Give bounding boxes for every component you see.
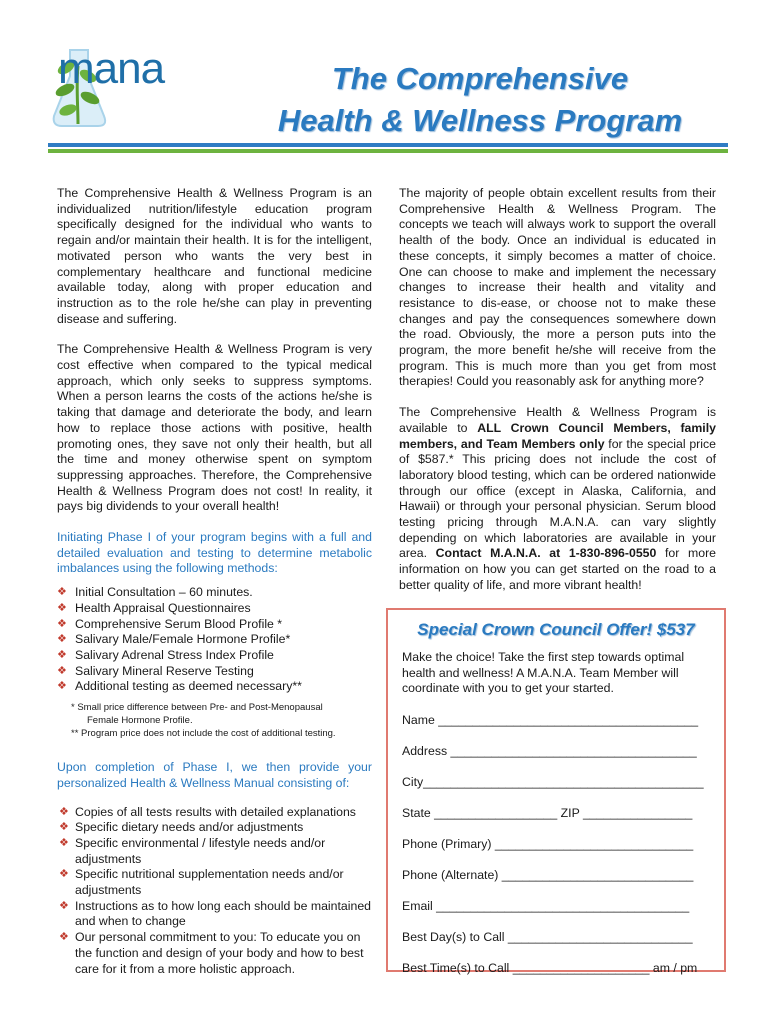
page-title (240, 58, 720, 142)
diamond-bullet-icon: ❖ (57, 617, 67, 630)
list-item: ❖ Salivary Mineral Reserve Testing (57, 663, 254, 678)
footnotes (57, 701, 372, 740)
phone-alternate-field[interactable]: Phone (Alternate) ____________________________ (402, 868, 694, 883)
results-paragraph: The majority of people obtain excellent results from their Comprehensive Health & Wellness Program. The concepts we teach will always work to support the overall health of the body. Once an individual is educated in these concepts, it simply becomes a matter of choice. One can choose to make and implement the necessary changes to increase their health and vitality and resistance to dis-ease, or choose not to make these changes and pay the consequences somewhere down the road. Obviously, the more a person puts into the program, the more benefit he/she will receive from the program. This is much more than you get from most therapies! Could you reasonably ask for anything more? (399, 186, 716, 389)
phase1-intro: Initiating Phase I of your program begins with a full and detailed evaluation and testing to determine metabolic imbalances using the following methods: (57, 530, 372, 576)
title-line-1: The Comprehensive (331, 61, 629, 96)
diamond-bullet-icon: ❖ (59, 805, 69, 818)
diamond-bullet-icon: ❖ (59, 836, 69, 849)
email-field[interactable]: Email _____________________________________ (402, 899, 690, 914)
diamond-bullet-icon: ❖ (57, 648, 67, 661)
right-column (399, 186, 716, 609)
footnote-2: ** Program price does not include the cost of additional testing. (71, 728, 336, 740)
list-item: ❖ Additional testing as deemed necessary** (57, 679, 302, 694)
cost-paragraph: The Comprehensive Health & Wellness Program is very cost effective when compared to the typical medical approach, which only seeks to suppress symptoms. When a person learns the costs of the actions he/she is taking that damage and deteriorate the body, and learn how to replace those actions with positive, health promoting ones, they save not only their health, but all the time and money otherwise spent on symptom suppressing approaches. Therefore, the Comprehensive Health & Wellness Program does not cost! In reality, it pays big dividends to your overall health! (57, 342, 372, 514)
diamond-bullet-icon: ❖ (59, 931, 69, 944)
phase2-intro: Upon completion of Phase I, we then provide your personalized Health & Wellness Manual consisting of: (57, 760, 372, 790)
list-item: ❖ Health Appraisal Questionnaires (57, 600, 251, 615)
special-offer-form (386, 608, 726, 976)
list-item: ❖ Copies of all tests results with detailed explanations (59, 804, 356, 819)
logo-text: mana (58, 44, 165, 93)
diamond-bullet-icon: ❖ (59, 821, 69, 834)
list-item: ❖ Initial Consultation – 60 minutes. (57, 585, 253, 600)
list-item: ❖ Comprehensive Serum Blood Profile * (57, 616, 283, 631)
footnote-1: * Small price difference between Pre- and Post-Menopausal (71, 702, 323, 714)
list-item: ❖ Specific dietary needs and/or adjustments (59, 820, 304, 835)
diamond-bullet-icon: ❖ (57, 664, 67, 677)
list-item: ❖ Salivary Adrenal Stress Index Profile (57, 647, 274, 662)
left-column (57, 186, 372, 983)
phone-primary-field[interactable]: Phone (Primary) _____________________________ (402, 837, 694, 852)
list-item: ❖ Specific environmental / lifestyle needs and/or adjustments (59, 835, 326, 866)
phase1-list (57, 585, 372, 695)
offer-intro: Make the choice! Take the first step towards optimal health and wellness! A M.A.N.A. Team Member will coordinate with you to get your started. (402, 650, 685, 696)
address-field[interactable]: Address ____________________________________ (402, 744, 697, 759)
list-item: ❖ Our personal commitment to you: To educate you on the function and design of your body and how to best care for it from a more holistic approach. (59, 930, 364, 976)
diamond-bullet-icon: ❖ (57, 633, 67, 646)
availability-paragraph: The Comprehensive Health & Wellness Program is available to ALL Crown Council Members, family members, and Team Members only for the special price of $587.* This pricing does not include the cost of laboratory blood testing, which can be ordered nationwide through our office (except in Alaska, California, and Hawaii) or through your personal physician. Serum blood testing pricing through M.A.N.A. can vary slightly depending on which laboratories are available in your area. Contact M.A.N.A. at 1-830-896-0550 for more information on how you can get started on the road to a better quality of life, and more vibrant health! (399, 405, 716, 592)
diamond-bullet-icon: ❖ (57, 680, 67, 693)
diamond-bullet-icon: ❖ (57, 601, 67, 614)
list-item: ❖ Specific nutritional supplementation needs and/or adjustments (59, 867, 344, 898)
diamond-bullet-icon: ❖ (59, 899, 69, 912)
city-field[interactable]: City_________________________________________ (402, 775, 704, 790)
list-item: ❖ Instructions as to how long each should be maintained and when to change (59, 898, 371, 929)
offer-title: Special Crown Council Offer! $537 (417, 620, 695, 639)
footnote-1b: Female Hormone Profile. (87, 715, 193, 727)
state-zip-field[interactable]: State __________________ ZIP ________________ (402, 806, 693, 821)
name-field[interactable]: Name ______________________________________ (402, 713, 699, 728)
phase2-list (57, 805, 372, 978)
title-line-2: Health & Wellness Program (277, 103, 683, 138)
list-item: ❖ Salivary Male/Female Hormone Profile* (57, 632, 291, 647)
intro-paragraph: The Comprehensive Health & Wellness Program is an individualized nutrition/lifestyle education program specifically designed for the individual who wants to regain and/or maintain their health. It is for the intelligent, motivated person who wants the very best in complementary healthcare and functional medicine available today, along with proper education and instruction as to the role he/she can play in preventing disease and suffering. (57, 186, 372, 326)
best-time-field[interactable]: Best Time(s) to Call ____________________ am / pm (402, 961, 698, 976)
diamond-bullet-icon: ❖ (59, 868, 69, 881)
best-days-field[interactable]: Best Day(s) to Call ___________________________ (402, 930, 693, 945)
header-rule-blue (48, 143, 728, 147)
header-rule-green (48, 149, 728, 153)
diamond-bullet-icon: ❖ (57, 586, 67, 599)
